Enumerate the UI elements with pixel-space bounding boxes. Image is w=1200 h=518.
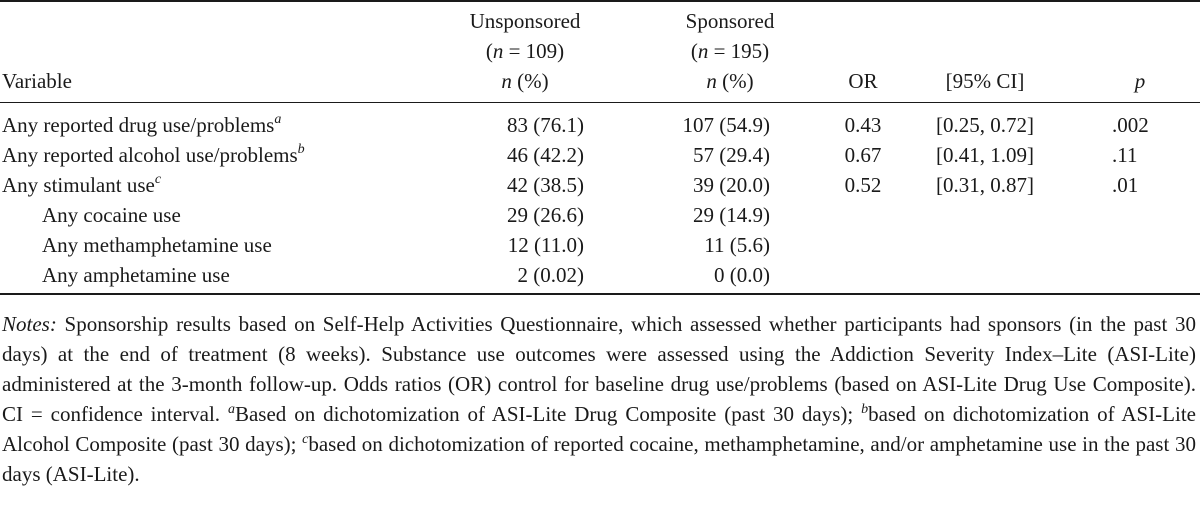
n-symbol: n: [501, 69, 512, 93]
row-sponsored: 11 (5.6): [704, 233, 770, 257]
header-sponsored-n: [650, 36, 810, 66]
footnote-marker: c: [154, 172, 162, 187]
table-top-rule: [0, 0, 1200, 2]
row-p: .002: [1112, 113, 1149, 137]
footnote-marker: c: [302, 432, 309, 447]
row-ci: [0.25, 0.72]: [936, 113, 1034, 137]
header-sponsored: [650, 6, 810, 96]
header-variable: [2, 66, 72, 96]
row-variable: [2, 140, 305, 170]
table-notes: [2, 309, 1196, 489]
row-or: 0.52: [844, 173, 882, 197]
header-variable-label: Variable: [2, 69, 72, 93]
header-p-label: p: [1134, 69, 1146, 93]
row-sponsored: 107 (54.9): [682, 113, 770, 137]
header-p: [1120, 66, 1160, 96]
notes-text: based on dichotomization of ASI-Lite Alcohol Composite (past 30 days);: [2, 402, 1196, 456]
table-row: [0, 170, 1200, 200]
footnote-marker: a: [274, 112, 282, 127]
row-or: 0.67: [844, 143, 882, 167]
paren: (: [690, 39, 698, 63]
header-ci: [925, 66, 1045, 96]
row-sponsored: 57 (29.4): [693, 143, 770, 167]
notes-text: Based on dichotomization of ASI-Lite Drug Composite (past 30 days);: [234, 402, 862, 426]
row-unsponsored: 12 (11.0): [507, 233, 584, 257]
row-unsponsored: 46 (42.2): [507, 143, 584, 167]
notes-text: based on dichotomization of reported cocaine, methamphetamine, and/or amphetamine use in the past 30 days (ASI-Lite).: [2, 432, 1196, 486]
variable-text: Any reported alcohol use/problems: [2, 143, 298, 167]
row-unsponsored: 2 (0.02): [517, 263, 584, 287]
row-ci: [0.31, 0.87]: [936, 173, 1034, 197]
row-variable: Any amphetamine use: [42, 263, 230, 287]
header-unsponsored-unit: [445, 66, 605, 96]
unit-label: (%): [716, 69, 754, 93]
n-value: = 195): [708, 39, 770, 63]
header-unsponsored-title: Unsponsored: [469, 9, 581, 33]
row-variable: [2, 110, 281, 140]
n-value: = 109): [503, 39, 565, 63]
row-sponsored: 0 (0.0): [714, 263, 770, 287]
n-symbol: n: [697, 39, 709, 63]
header-unsponsored: [445, 6, 605, 96]
header-sponsored-unit: [650, 66, 810, 96]
unit-label: (%): [511, 69, 549, 93]
row-sponsored: 29 (14.9): [693, 203, 770, 227]
row-p: .11: [1112, 143, 1138, 167]
table-row: [0, 200, 1200, 230]
paren: (: [485, 39, 493, 63]
table-bottom-rule: [0, 293, 1200, 295]
header-ci-label: [95% CI]: [945, 69, 1025, 93]
row-or: 0.43: [844, 113, 882, 137]
table-row: [0, 140, 1200, 170]
variable-text: Any reported drug use/problems: [2, 113, 275, 137]
footnote-marker: a: [227, 402, 235, 417]
row-unsponsored: 29 (26.6): [507, 203, 584, 227]
header-or: [832, 66, 894, 96]
notes-label: Notes:: [2, 312, 57, 336]
header-or-label: OR: [848, 69, 878, 93]
row-sponsored: 39 (20.0): [693, 173, 770, 197]
header-sponsored-title: Sponsored: [685, 9, 775, 33]
header-rule: [0, 102, 1200, 103]
footnote-marker: b: [297, 142, 305, 157]
row-variable: Any methamphetamine use: [42, 233, 272, 257]
row-unsponsored: 42 (38.5): [507, 173, 584, 197]
n-symbol: n: [706, 69, 717, 93]
header-unsponsored-n: [445, 36, 605, 66]
footnote-marker: b: [861, 402, 869, 417]
notes-text: Sponsorship results based on Self-Help Activities Questionnaire, which assessed whether participants had sponsors (in the past 30 days) at the end of treatment (8 weeks). Substance use outcomes were assessed using the Addiction Severity Index–Lite (ASI-Lite) administered at the 3-month follow-up. Odds ratios (OR) control for baseline drug use/problems (based on ASI-Lite Drug Use Composite). CI = confidence interval.: [2, 312, 1196, 426]
table-row: [0, 110, 1200, 140]
row-p: .01: [1112, 173, 1139, 197]
n-symbol: n: [492, 39, 504, 63]
table-row: [0, 230, 1200, 260]
row-unsponsored: 83 (76.1): [507, 113, 584, 137]
row-variable: [2, 170, 161, 200]
row-variable: Any cocaine use: [42, 203, 181, 227]
row-ci: [0.41, 1.09]: [936, 143, 1034, 167]
table-row: [0, 260, 1200, 290]
variable-text: Any stimulant use: [2, 173, 155, 197]
